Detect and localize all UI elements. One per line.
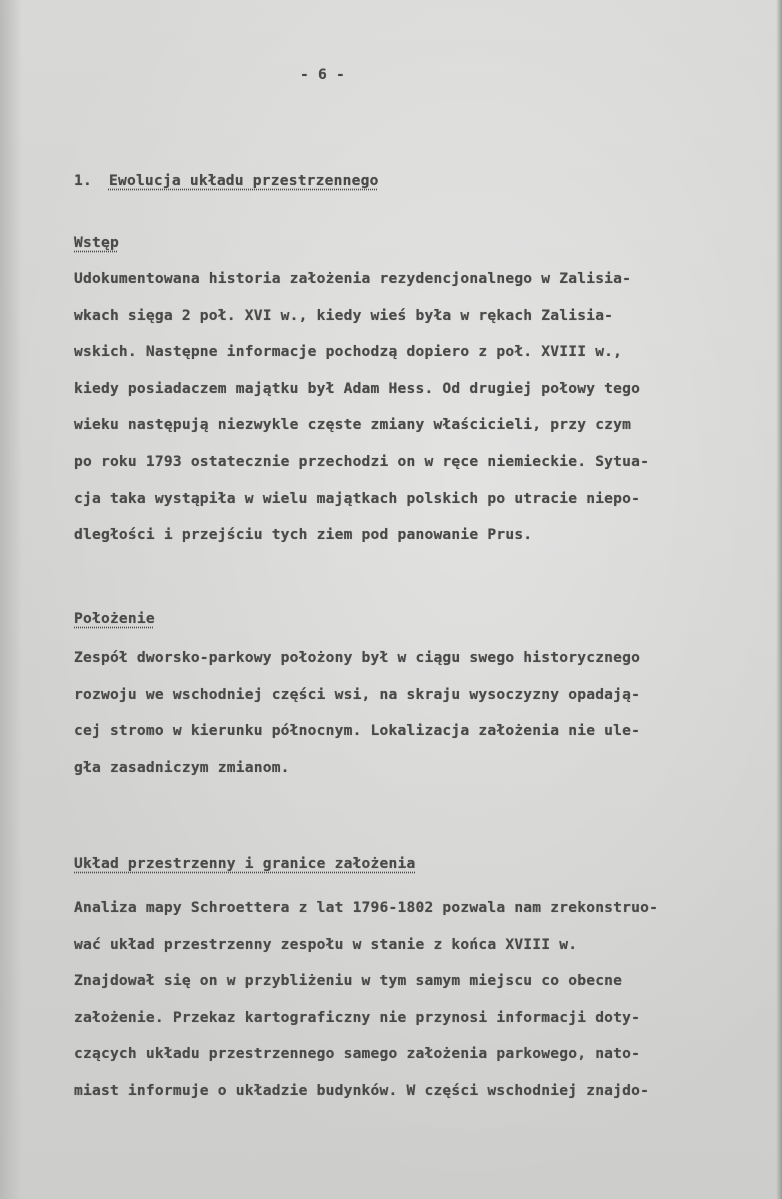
- page-binding-shadow: [0, 0, 22, 1199]
- heading-location: Położenie: [74, 610, 155, 627]
- text-line: wać układ przestrzenny zespołu w stanie z końca XVIII w.: [74, 935, 578, 953]
- text-line: rozwoju we wschodniej części wsi, na skraju wysoczyzny opadają-: [74, 685, 641, 703]
- text-line: cja taka wystąpiła w wielu majątkach polskich po utracie niepo-: [74, 489, 641, 507]
- text-line: dległości i przejściu tych ziem pod panowanie Prus.: [74, 526, 533, 544]
- text-line: Udokumentowana historia założenia rezydencjonalnego w Zalisia-: [74, 270, 632, 287]
- text-line: cej stromo w kierunku północnym. Lokalizacja założenia nie ule-: [74, 722, 641, 740]
- text-line: założenie. Przekaz kartograficzny nie przynosi informacji doty-: [74, 1008, 641, 1026]
- page-edge-shadow: [776, 0, 782, 1199]
- text-line: kiedy posiadaczem majątku był Adam Hess. Od drugiej połowy tego: [74, 379, 641, 397]
- text-line: gła zasadniczym zmianom.: [74, 758, 290, 776]
- heading-intro: Wstęp: [74, 234, 119, 251]
- section-title: [74, 172, 379, 189]
- text-line: Znajdował się on w przybliżeniu w tym samym miejscu co obecne: [74, 972, 623, 990]
- paragraph-intro: [74, 261, 649, 554]
- heading-spatial-layout: Układ przestrzenny i granice założenia: [74, 855, 416, 872]
- text-line: czących układu przestrzennego samego założenia parkowego, nato-: [74, 1045, 641, 1063]
- text-line: wkach sięga 2 poł. XVI w., kiedy wieś była w rękach Zalisia-: [74, 306, 614, 324]
- section-title-text: Ewolucja układu przestrzennego: [108, 172, 379, 189]
- section-number: 1.: [74, 172, 92, 189]
- text-line: po roku 1793 ostatecznie przechodzi on w ręce niemieckie. Sytua-: [74, 452, 650, 470]
- text-line: wieku następują niezwykle częste zmiany właścicieli, przy czym: [74, 416, 632, 434]
- text-line: wskich. Następne informacje pochodzą dopiero z poł. XVIII w.,: [74, 343, 623, 361]
- text-line: Zespół dworsko-parkowy położony był w ciągu swego historycznego: [74, 649, 641, 666]
- paragraph-location: [74, 640, 640, 786]
- text-line: miast informuje o układzie budynków. W części wschodniej znajdo-: [74, 1081, 650, 1099]
- paragraph-spatial-layout: [74, 890, 658, 1110]
- text-line: Analiza mapy Schroettera z lat 1796-1802 pozwala nam zrekonstruo-: [74, 899, 659, 916]
- page-number: - 6 -: [300, 66, 345, 83]
